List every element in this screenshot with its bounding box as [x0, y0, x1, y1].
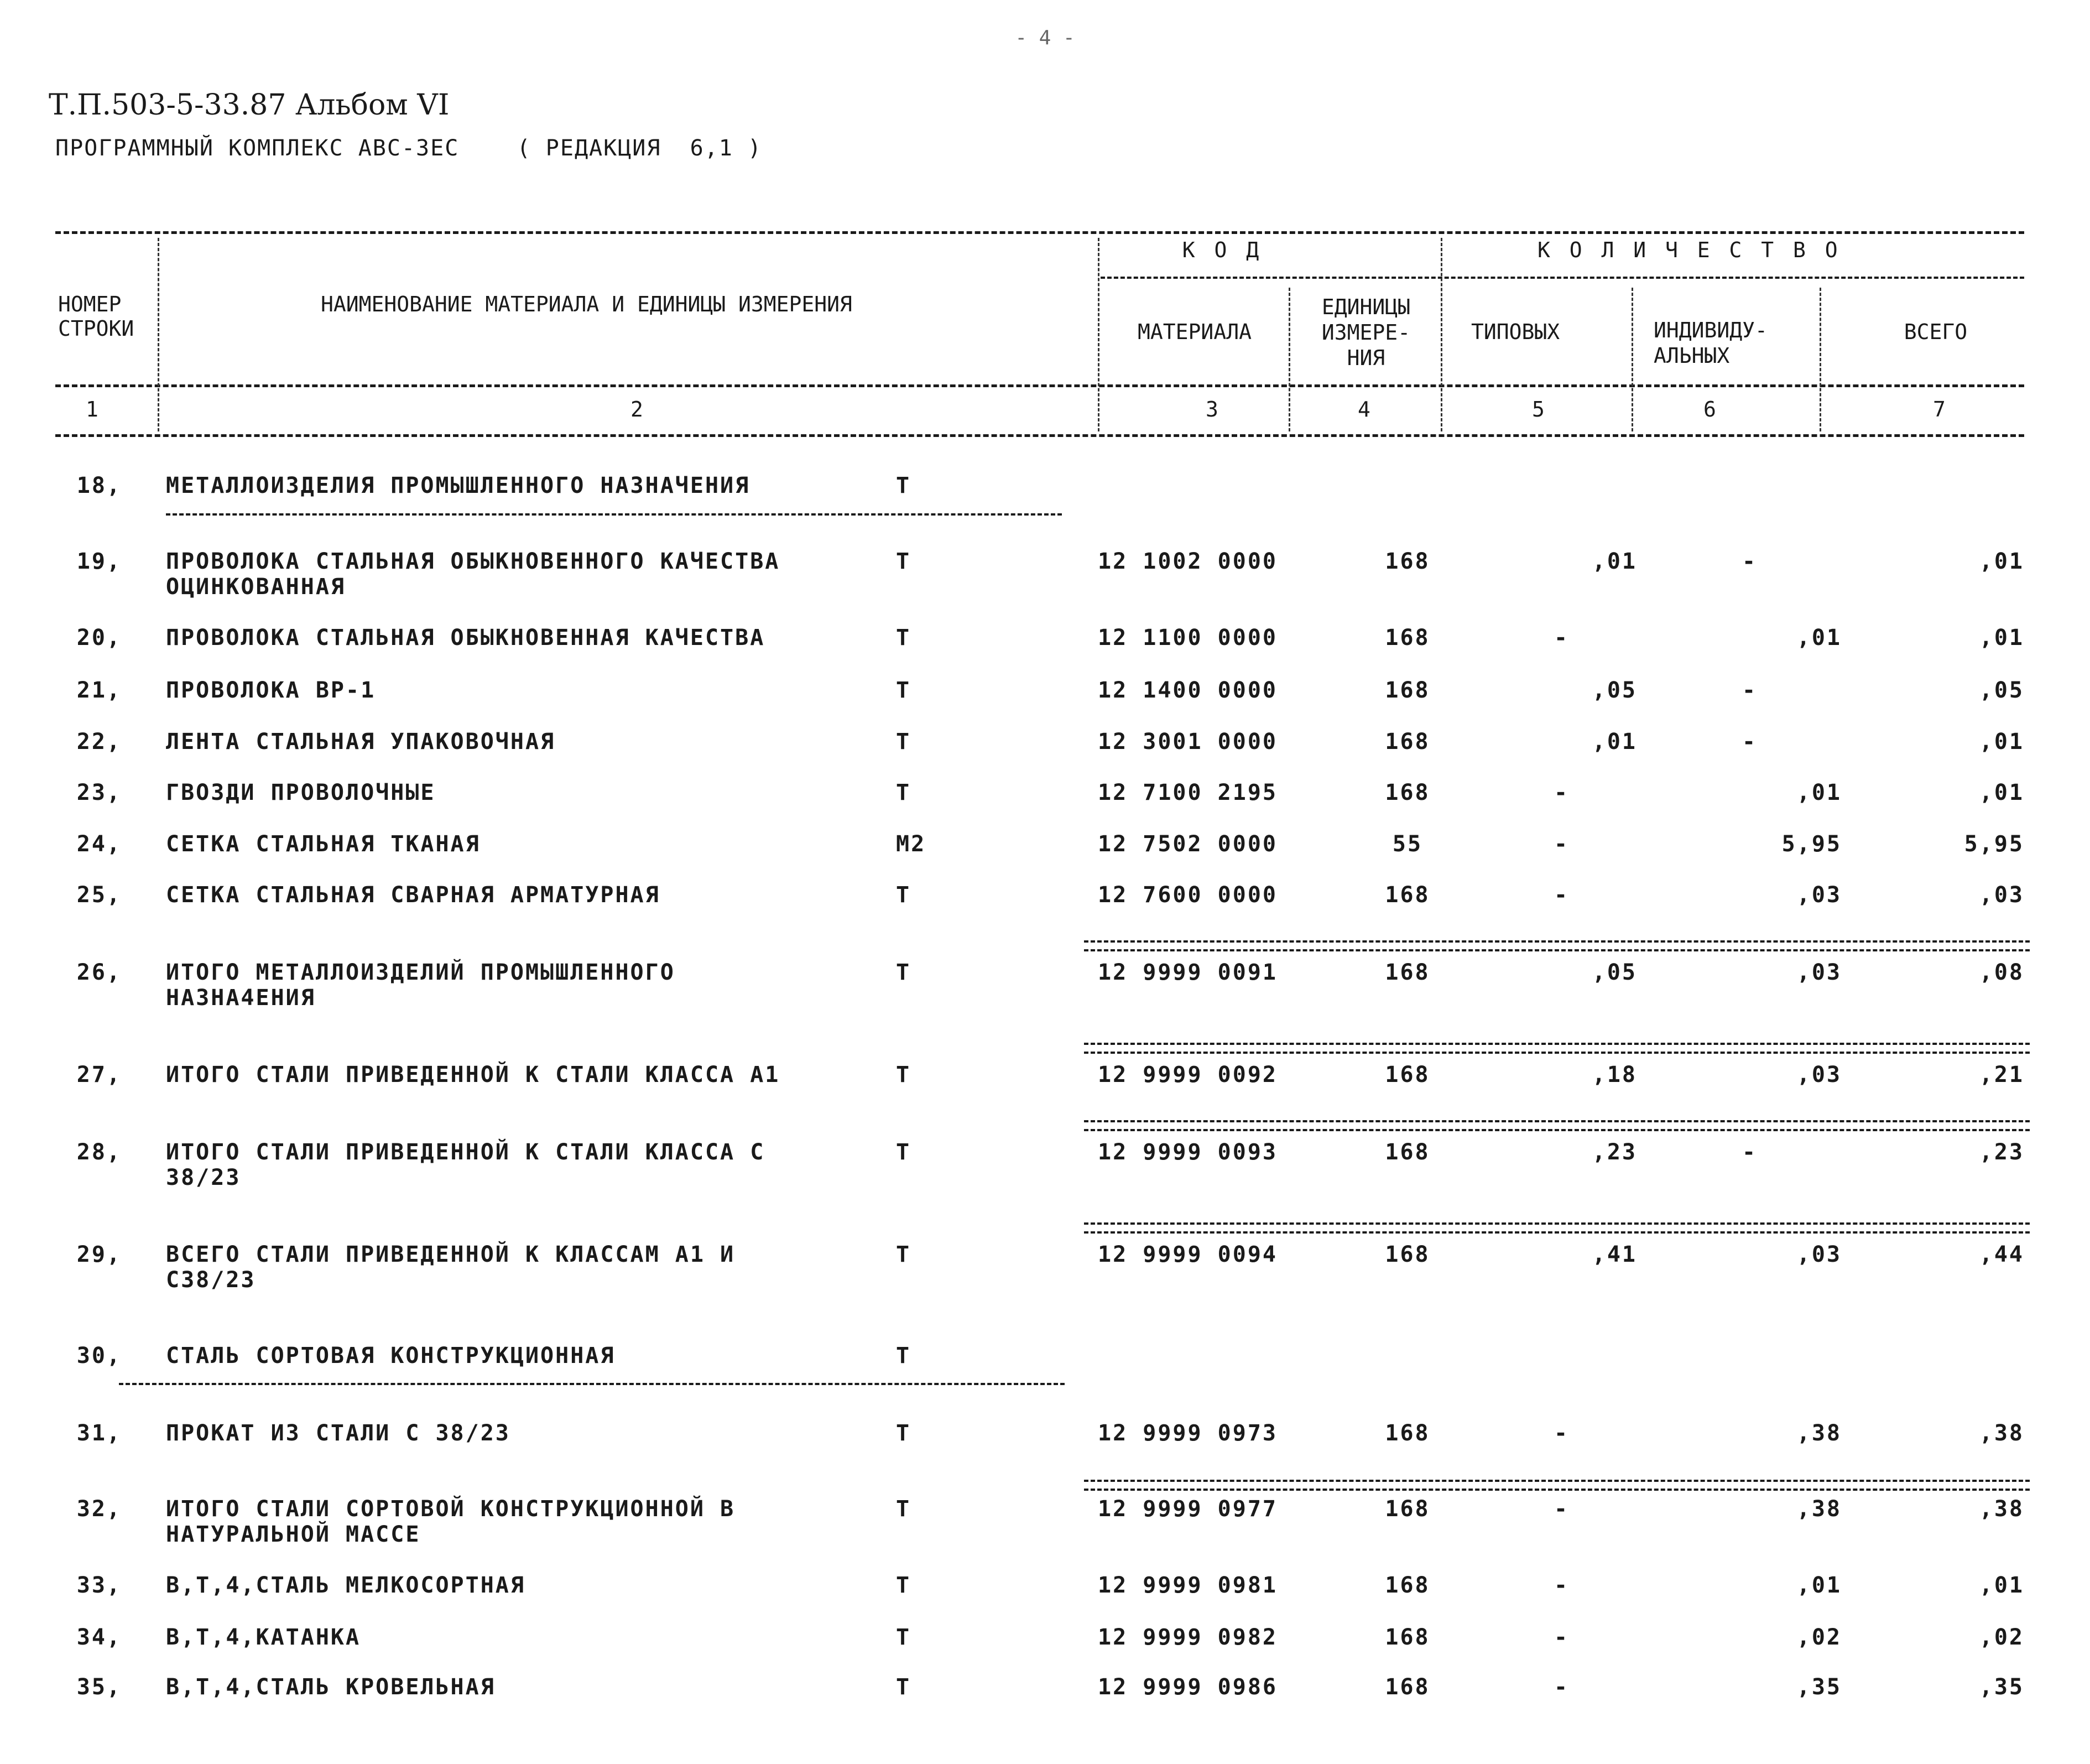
- material-name: ЛЕНТА СТАЛЬНАЯ УПАКОВОЧНАЯ: [166, 729, 556, 754]
- row-number: 33,: [76, 1573, 122, 1598]
- quantity-individual: ,38: [1796, 1496, 1842, 1522]
- column-number: 4: [1358, 397, 1370, 422]
- unit: Т: [896, 1420, 911, 1446]
- unit: Т: [896, 729, 911, 754]
- unit-code: 168: [1385, 882, 1430, 908]
- unit: М2: [896, 831, 926, 857]
- header-quantity-group: К О Л И Ч Е С Т В О: [1537, 238, 1841, 262]
- quantity-typical: ,18: [1592, 1062, 1637, 1087]
- section-underline: [119, 1383, 1065, 1385]
- quantity-total: ,01: [1979, 780, 2024, 805]
- quantity-typical: -: [1554, 882, 1570, 908]
- quantity-total: ,01: [1979, 549, 2024, 574]
- page-number: - 4 -: [1015, 27, 1075, 49]
- quantity-total: ,35: [1979, 1674, 2024, 1700]
- unit-code: 168: [1385, 1062, 1430, 1087]
- row-number: 27,: [76, 1062, 122, 1087]
- row-number: 19,: [76, 549, 122, 574]
- quantity-total: ,03: [1979, 882, 2024, 908]
- quantity-total: ,44: [1979, 1242, 2024, 1267]
- quantity-individual: ,02: [1796, 1625, 1842, 1650]
- material-code: 12 9999 0091: [1098, 960, 1278, 985]
- row-number: 21,: [76, 678, 122, 703]
- unit: Т: [896, 1674, 911, 1700]
- unit-code: 168: [1385, 1139, 1430, 1165]
- material-code: 12 3001 0000: [1098, 729, 1278, 754]
- unit: Т: [896, 960, 911, 985]
- header-code-unit: ЕДИНИЦЫ ИЗМЕРЕ- НИЯ: [1321, 295, 1411, 370]
- quantity-individual: ,01: [1796, 1573, 1842, 1598]
- unit-code: 168: [1385, 1420, 1430, 1446]
- quantity-total: ,38: [1979, 1496, 2024, 1522]
- material-name: ИТОГО СТАЛИ ПРИВЕДЕННОЙ К СТАЛИ КЛАССА А1: [166, 1062, 780, 1087]
- row-number: 28,: [76, 1139, 122, 1165]
- material-code: 12 9999 0093: [1098, 1139, 1278, 1165]
- material-code: 12 9999 0986: [1098, 1674, 1278, 1700]
- quantity-typical: -: [1554, 1420, 1570, 1446]
- quantity-typical: -: [1554, 1674, 1570, 1700]
- quantity-individual: -: [1742, 549, 1758, 574]
- unit-code: 55: [1392, 831, 1423, 857]
- quantity-individual: ,03: [1796, 1242, 1842, 1267]
- column-number: 1: [86, 397, 98, 422]
- material-name: В,Т,4,СТАЛЬ КРОВЕЛЬНАЯ: [166, 1674, 496, 1700]
- material-name: ПРОВОЛОКА ВР-1: [166, 678, 376, 703]
- material-code: 12 9999 0982: [1098, 1625, 1278, 1650]
- quantity-total: ,05: [1979, 678, 2024, 703]
- row-number: 31,: [76, 1420, 122, 1446]
- material-code: 12 7100 2195: [1098, 780, 1278, 805]
- quantity-total: ,08: [1979, 960, 2024, 985]
- unit: Т: [896, 1573, 911, 1598]
- quantity-typical: ,01: [1592, 729, 1637, 754]
- column-divider: [1820, 288, 1821, 431]
- material-code: 12 9999 0977: [1098, 1496, 1278, 1522]
- quantity-individual: ,35: [1796, 1674, 1842, 1700]
- header-name: НАИМЕНОВАНИЕ МАТЕРИАЛА И ЕДИНИЦЫ ИЗМЕРЕНИЯ: [321, 292, 852, 316]
- quantity-individual: -: [1742, 1139, 1758, 1165]
- quantity-typical: -: [1554, 780, 1570, 805]
- material-name: ВСЕГО СТАЛИ ПРИВЕДЕННОЙ К КЛАССАМ А1 И С38/23: [166, 1242, 736, 1293]
- unit-code: 168: [1385, 780, 1430, 805]
- unit: Т: [896, 1062, 911, 1087]
- quantity-total: ,01: [1979, 729, 2024, 754]
- material-code: 12 1002 0000: [1098, 549, 1278, 574]
- row-number: 26,: [76, 960, 122, 985]
- quantity-individual: ,03: [1796, 1062, 1842, 1087]
- column-number: 2: [630, 397, 643, 422]
- quantity-individual: ,03: [1796, 882, 1842, 908]
- unit-code: 168: [1385, 549, 1430, 574]
- column-divider: [1441, 238, 1442, 431]
- unit-code: 168: [1385, 1674, 1430, 1700]
- material-name: ИТОГО МЕТАЛЛОИЗДЕЛИЙ ПРОМЫШЛЕННОГО НАЗНА4ЕНИЯ: [166, 960, 675, 1011]
- header-quantity-typical: ТИПОВЫХ: [1471, 320, 1560, 344]
- material-name: ИТОГО СТАЛИ СОРТОВОЙ КОНСТРУКЦИОННОЙ В НАТУРАЛЬНОЙ МАССЕ: [166, 1496, 736, 1547]
- header-group-rule: [1101, 277, 2024, 279]
- quantity-total: ,02: [1979, 1625, 2024, 1650]
- row-number: 25,: [76, 882, 122, 908]
- unit-code: 168: [1385, 729, 1430, 754]
- unit: Т: [896, 882, 911, 908]
- row-number: 23,: [76, 780, 122, 805]
- quantity-individual: -: [1742, 678, 1758, 703]
- quantity-individual: ,01: [1796, 780, 1842, 805]
- quantity-total: ,01: [1979, 1573, 2024, 1598]
- material-name: СЕТКА СТАЛЬНАЯ СВАРНАЯ АРМАТУРНАЯ: [166, 882, 660, 908]
- unit-code: 168: [1385, 1573, 1430, 1598]
- material-name: ПРОВОЛОКА СТАЛЬНАЯ ОБЫКНОВЕННАЯ КАЧЕСТВА: [166, 625, 765, 651]
- row-number: 34,: [76, 1625, 122, 1650]
- quantity-typical: -: [1554, 1625, 1570, 1650]
- table-top-rule: [55, 231, 2024, 234]
- row-number: 35,: [76, 1674, 122, 1700]
- header-row-number: НОМЕР СТРОКИ: [58, 292, 134, 341]
- column-divider: [1632, 288, 1633, 431]
- header-quantity-individual: ИНДИВИДУ- АЛЬНЫХ: [1654, 318, 1768, 368]
- material-name: ГВОЗДИ ПРОВОЛОЧНЫЕ: [166, 780, 436, 805]
- material-code: 12 9999 0094: [1098, 1242, 1278, 1267]
- quantity-typical: ,23: [1592, 1139, 1637, 1165]
- unit: Т: [896, 678, 911, 703]
- column-divider: [1289, 288, 1290, 431]
- row-number: 30,: [76, 1343, 122, 1368]
- total-separator: [1084, 1120, 2030, 1131]
- material-name: В,Т,4,КАТАНКА: [166, 1625, 361, 1650]
- total-separator: [1084, 940, 2030, 951]
- unit-code: 168: [1385, 1625, 1430, 1650]
- total-separator: [1084, 1043, 2030, 1054]
- total-separator: [1084, 1222, 2030, 1234]
- material-code: 12 7600 0000: [1098, 882, 1278, 908]
- column-number: 7: [1933, 397, 1946, 422]
- material-code: 12 7502 0000: [1098, 831, 1278, 857]
- unit-code: 168: [1385, 678, 1430, 703]
- quantity-typical: ,05: [1592, 678, 1637, 703]
- column-number: 6: [1703, 397, 1716, 422]
- row-number: 29,: [76, 1242, 122, 1267]
- material-code: 12 1400 0000: [1098, 678, 1278, 703]
- row-number: 20,: [76, 625, 122, 651]
- material-name: В,Т,4,СТАЛЬ МЕЛКОСОРТНАЯ: [166, 1573, 525, 1598]
- row-number: 22,: [76, 729, 122, 754]
- quantity-typical: ,41: [1592, 1242, 1637, 1267]
- material-name: СТАЛЬ СОРТОВАЯ КОНСТРУКЦИОННАЯ: [166, 1343, 616, 1368]
- header-code-group: К О Д: [1182, 238, 1263, 262]
- document-title: Т.П.503-5-33.87 Альбом VI: [49, 89, 450, 122]
- material-name: МЕТАЛЛОИЗДЕЛИЯ ПРОМЫШЛЕННОГО НАЗНАЧЕНИЯ: [166, 473, 750, 498]
- header-bottom-rule: [55, 384, 2024, 387]
- unit-code: 168: [1385, 1496, 1430, 1522]
- quantity-total: ,01: [1979, 625, 2024, 651]
- material-code: 12 9999 0981: [1098, 1573, 1278, 1598]
- quantity-individual: ,01: [1796, 625, 1842, 651]
- quantity-typical: -: [1554, 625, 1570, 651]
- quantity-typical: ,01: [1592, 549, 1637, 574]
- unit: Т: [896, 1343, 911, 1368]
- row-number: 32,: [76, 1496, 122, 1522]
- quantity-typical: -: [1554, 831, 1570, 857]
- unit: Т: [896, 1139, 911, 1165]
- unit: Т: [896, 625, 911, 651]
- unit: Т: [896, 1625, 911, 1650]
- material-code: 12 9999 0973: [1098, 1420, 1278, 1446]
- column-number: 3: [1206, 397, 1218, 422]
- material-name: ИТОГО СТАЛИ ПРИВЕДЕННОЙ К СТАЛИ КЛАССА С 38/23: [166, 1139, 765, 1190]
- document-subtitle: ПРОГРАММНЫЙ КОМПЛЕКС АВС-3ЕС ( РЕДАКЦИЯ 6,1 ): [55, 136, 763, 161]
- unit-code: 168: [1385, 960, 1430, 985]
- material-code: 12 1100 0000: [1098, 625, 1278, 651]
- quantity-individual: 5,95: [1781, 831, 1842, 857]
- quantity-total: ,23: [1979, 1139, 2024, 1165]
- quantity-total: 5,95: [1964, 831, 2024, 857]
- unit-code: 168: [1385, 1242, 1430, 1267]
- unit: Т: [896, 549, 911, 574]
- quantity-typical: -: [1554, 1496, 1570, 1522]
- material-code: 12 9999 0092: [1098, 1062, 1278, 1087]
- quantity-individual: ,03: [1796, 960, 1842, 985]
- material-name: ПРОКАТ ИЗ СТАЛИ С 38/23: [166, 1420, 510, 1446]
- unit: Т: [896, 1242, 911, 1267]
- column-divider: [1098, 238, 1099, 431]
- column-divider: [158, 238, 159, 431]
- quantity-total: ,38: [1979, 1420, 2024, 1446]
- unit: Т: [896, 1496, 911, 1522]
- header-quantity-total: ВСЕГО: [1904, 320, 1968, 344]
- column-numbers-rule: [55, 434, 2024, 437]
- quantity-typical: -: [1554, 1573, 1570, 1598]
- row-number: 18,: [76, 473, 122, 498]
- unit: Т: [896, 780, 911, 805]
- material-name: СЕТКА СТАЛЬНАЯ ТКАНАЯ: [166, 831, 481, 857]
- quantity-typical: ,05: [1592, 960, 1637, 985]
- quantity-individual: -: [1742, 729, 1758, 754]
- section-underline: [166, 513, 1062, 516]
- header-code-material: МАТЕРИАЛА: [1138, 320, 1252, 344]
- column-number: 5: [1532, 397, 1545, 422]
- quantity-individual: ,38: [1796, 1420, 1842, 1446]
- quantity-total: ,21: [1979, 1062, 2024, 1087]
- total-separator: [1084, 1480, 2030, 1491]
- unit-code: 168: [1385, 625, 1430, 651]
- unit: Т: [896, 473, 911, 498]
- row-number: 24,: [76, 831, 122, 857]
- material-name: ПРОВОЛОКА СТАЛЬНАЯ ОБЫКНОВЕННОГО КАЧЕСТВА ОЦИНКОВАННАЯ: [166, 549, 780, 600]
